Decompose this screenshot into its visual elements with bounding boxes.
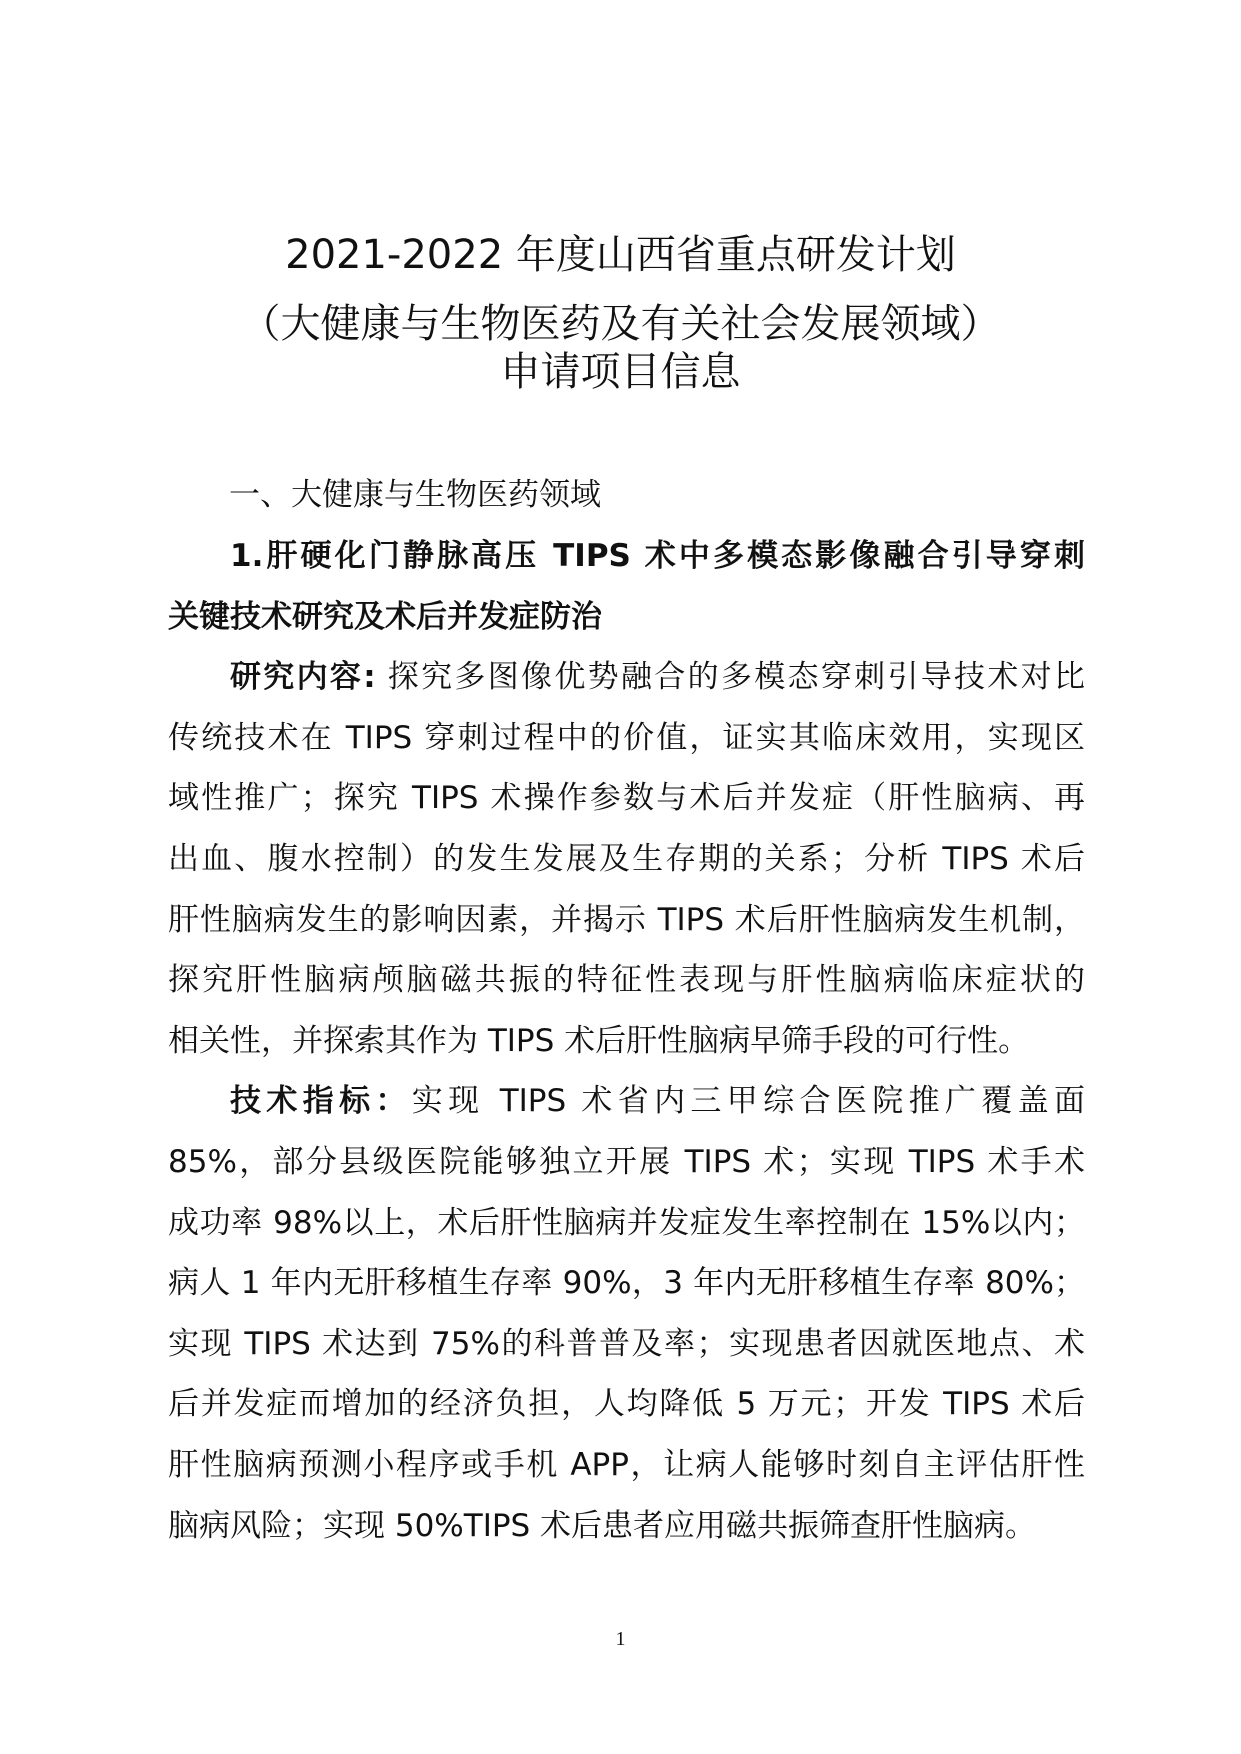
document-title-line-3: 申请项目信息: [500, 349, 741, 395]
indicators-line: 实现 TIPS 术达到 75%的科普普及率；实现患者因就医地点、术: [168, 1325, 1085, 1362]
document-title-line-2: （大健康与生物医药及有关社会发展领域）: [240, 301, 1001, 347]
research-line: 域性推广；探究 TIPS 术操作参数与术后并发症（肝性脑病、再: [168, 780, 1085, 817]
indicators-line: 脑病风险；实现 50%TIPS 术后患者应用磁共振筛查肝性脑病。: [168, 1507, 1037, 1544]
indicators-text: 实现 TIPS 术省内三甲综合医院推广覆盖面: [411, 1083, 1085, 1120]
indicators-line: 后并发症而增加的经济负担，人均降低 5 万元；开发 TIPS 术后: [168, 1386, 1085, 1423]
research-line: 相关性，并探索其作为 TIPS 术后肝性脑病早筛手段的可行性。: [168, 1022, 1030, 1059]
indicators-line: 85%，部分县级医院能够独立开展 TIPS 术；实现 TIPS 术手术: [168, 1143, 1085, 1180]
section-heading: 一、大健康与生物医药领域: [229, 477, 601, 513]
research-line: [168, 647, 1085, 708]
project-title-line-2: [168, 587, 1085, 648]
indicators-line: 病人 1 年内无肝移植生存率 90%，3 年内无肝移植生存率 80%；: [168, 1265, 1085, 1302]
indicators-line: 肝性脑病预测小程序或手机 APP，让病人能够时刻自主评估肝性: [168, 1446, 1085, 1483]
indicators-line: [168, 1071, 1085, 1132]
research-line: 肝性脑病发生的影响因素，并揭示 TIPS 术后肝性脑病发生机制，: [168, 901, 1085, 938]
research-line: 探究肝性脑病颅脑磁共振的特征性表现与肝性脑病临床症状的: [168, 962, 1085, 999]
page-number: 1: [615, 1628, 626, 1650]
research-line: 出血、腹水控制）的发生发展及生存期的关系；分析 TIPS 术后: [168, 840, 1085, 877]
project-title-text: 1.肝硬化门静脉高压 TIPS 术中多模态影像融合引导穿刺: [230, 538, 1085, 574]
project-title-line-1: [168, 526, 1085, 587]
indicators-label: 技术指标：: [230, 1083, 412, 1120]
indicators-line: 成功率 98%以上，术后肝性脑病并发症发生率控制在 15%以内；: [168, 1204, 1085, 1241]
document-body: [168, 526, 1085, 1556]
research-line: 传统技术在 TIPS 穿刺过程中的价值，证实其临床效用，实现区: [168, 719, 1085, 756]
document-title-line-1: 2021-2022 年度山西省重点研发计划: [285, 232, 956, 278]
research-label: 研究内容:: [230, 659, 376, 696]
project-title-text: 关键技术研究及术后并发症防治: [168, 598, 602, 635]
research-text: 探究多图像优势融合的多模态穿刺引导技术对比: [375, 659, 1085, 696]
